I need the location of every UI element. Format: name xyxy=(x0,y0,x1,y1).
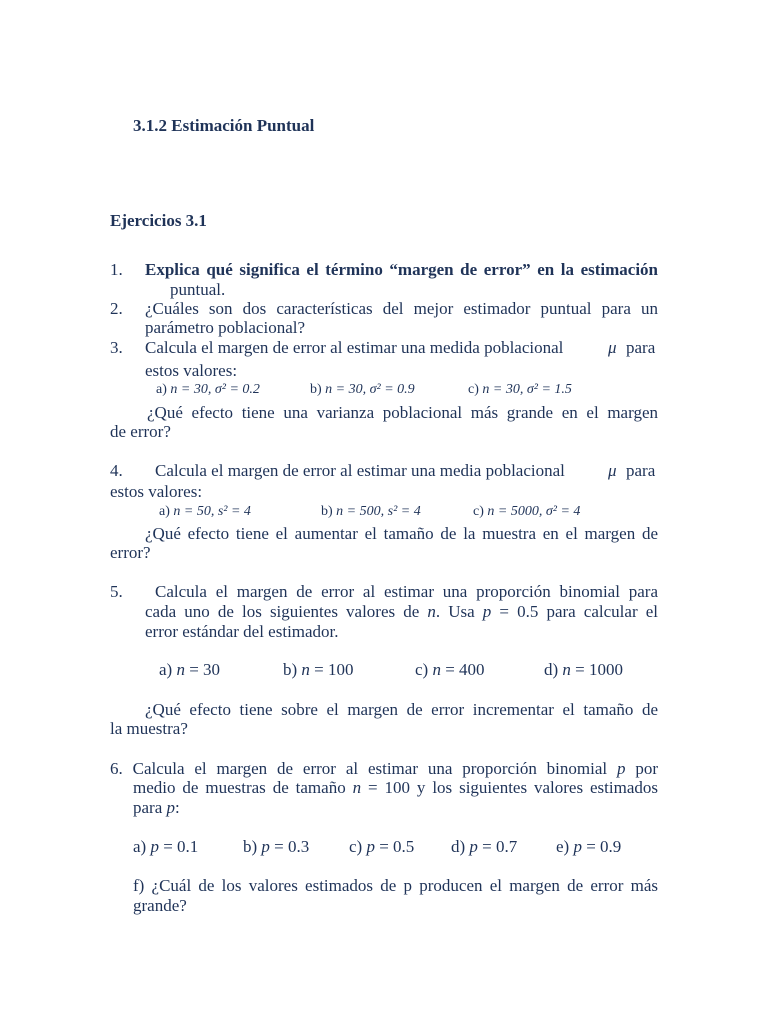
q6-f-line2: grande? xyxy=(133,896,187,915)
q4-follow-up-line2: error? xyxy=(110,543,151,562)
q6-line3 xyxy=(133,798,180,818)
option-label: b) xyxy=(283,660,298,679)
q6-option-b xyxy=(243,837,309,857)
q6-line2-text: = 100 y los siguientes valores estimados xyxy=(361,778,658,797)
q5-line2-text: = 0.5 para calcular el xyxy=(491,602,658,621)
q2-line1: ¿Cuáles son dos características del mejor estimador puntual para un xyxy=(145,299,658,318)
variable-p: p xyxy=(616,759,626,778)
option-label: c) xyxy=(468,382,479,397)
q6-option-e xyxy=(556,837,621,857)
variable-p: p xyxy=(482,602,492,621)
option-expression: n = 5000, σ² = 4 xyxy=(487,504,581,519)
q4-option-b xyxy=(321,502,421,522)
q6-line1-text: por xyxy=(635,759,659,778)
q4-mu-symbol xyxy=(608,461,617,481)
option-label: c) xyxy=(473,504,484,519)
option-expression: n = 50, s² = 4 xyxy=(173,504,251,519)
q6-option-c xyxy=(349,837,414,857)
q5-line2-text: . Usa xyxy=(435,602,483,621)
variable-p: p xyxy=(366,837,375,856)
q3-line2: estos valores: xyxy=(145,361,238,380)
q3-option-a xyxy=(156,380,260,400)
q3-option-c xyxy=(468,380,572,400)
q5-option-c xyxy=(415,660,485,680)
q5-follow-up-line1: ¿Qué efecto tiene sobre el margen de error incrementar el tamaño de xyxy=(145,700,658,719)
option-label: a) xyxy=(156,382,167,397)
q4-option-c xyxy=(473,502,580,522)
q5-option-b xyxy=(283,660,354,680)
option-label: d) xyxy=(451,837,466,856)
q1-line2: puntual. xyxy=(170,280,226,299)
q4-line1 xyxy=(155,461,565,481)
option-label: b) xyxy=(321,504,333,519)
variable-n: n xyxy=(301,660,310,679)
q6-line1-text: 6. Calcula el margen de error al estimar una proporción binomial xyxy=(110,759,608,778)
q5-line2 xyxy=(145,602,658,622)
q3-line1-text: Calcula el margen de error al estimar una medida poblacional xyxy=(145,338,564,357)
option-expression: n = 30, σ² = 1.5 xyxy=(482,382,572,397)
q5-number: 5. xyxy=(110,582,123,601)
q6-line3-text: : xyxy=(175,798,180,817)
option-label: b) xyxy=(310,382,322,397)
option-label: a) xyxy=(159,660,173,679)
q6-option-a xyxy=(133,837,198,857)
variable-n: n xyxy=(427,602,436,621)
q5-follow-up-line2: la muestra? xyxy=(110,719,188,738)
q2-line2: parámetro poblacional? xyxy=(145,318,306,337)
q5-line1: Calcula el margen de error al estimar una proporción binomial para xyxy=(155,582,658,601)
q3-line1 xyxy=(145,338,563,358)
variable-n: n xyxy=(176,660,185,679)
option-value: = 0.3 xyxy=(274,837,310,856)
q3-mu-symbol xyxy=(608,338,617,358)
q4-number: 4. xyxy=(110,461,123,480)
q4-line1-end: para xyxy=(626,461,656,480)
option-value: = 400 xyxy=(445,660,485,679)
q3-follow-up-line1: ¿Qué efecto tiene una varianza poblacional más grande en el margen xyxy=(147,403,658,422)
q5-line2-text: cada uno de los siguientes valores de xyxy=(145,602,428,621)
option-value: = 0.1 xyxy=(163,837,199,856)
q5-option-a xyxy=(159,660,220,680)
q3-option-b xyxy=(310,380,415,400)
option-value: = 100 xyxy=(314,660,354,679)
option-label: d) xyxy=(544,660,559,679)
q3-number: 3. xyxy=(110,338,123,357)
q2-number: 2. xyxy=(110,299,123,318)
q4-follow-up-line1: ¿Qué efecto tiene el aumentar el tamaño de la muestra en el margen de xyxy=(145,524,658,543)
q3-mu: μ xyxy=(608,338,617,357)
q5-line3: error estándar del estimador. xyxy=(145,622,339,641)
variable-p: p xyxy=(150,837,159,856)
q5-option-d xyxy=(544,660,623,680)
q3-follow-up-line2: de error? xyxy=(110,422,171,441)
variable-n: n xyxy=(352,778,362,797)
q4-line1-text: Calcula el margen de error al estimar una media poblacional xyxy=(155,461,565,480)
q6-line2 xyxy=(133,778,658,798)
option-expression: n = 30, σ² = 0.2 xyxy=(170,382,260,397)
section-heading: 3.1.2 Estimación Puntual xyxy=(133,116,315,135)
option-label: a) xyxy=(159,504,170,519)
variable-p: p xyxy=(166,798,176,817)
variable-n: n xyxy=(562,660,571,679)
variable-p: p xyxy=(261,837,270,856)
q6-f-line1: f) ¿Cuál de los valores estimados de p producen el margen de error más xyxy=(133,876,658,895)
q4-mu: μ xyxy=(608,461,617,480)
option-value: = 0.5 xyxy=(379,837,415,856)
q6-line2-text: medio de muestras de tamaño xyxy=(133,778,353,797)
q1-line1: Explica qué significa el término “margen de error” en la estimación xyxy=(145,260,658,279)
exercises-heading: Ejercicios 3.1 xyxy=(110,211,207,230)
variable-p: p xyxy=(469,837,478,856)
option-label: c) xyxy=(349,837,363,856)
q6-line3-text: para xyxy=(133,798,167,817)
q1-number: 1. xyxy=(110,260,123,279)
option-value: = 0.7 xyxy=(482,837,518,856)
option-value: = 30 xyxy=(189,660,221,679)
variable-p: p xyxy=(573,837,582,856)
option-label: a) xyxy=(133,837,147,856)
variable-n: n xyxy=(432,660,441,679)
option-label: e) xyxy=(556,837,570,856)
option-value: = 0.9 xyxy=(586,837,622,856)
q4-option-a xyxy=(159,502,251,522)
q6-option-d xyxy=(451,837,517,857)
option-label: c) xyxy=(415,660,429,679)
option-value: = 1000 xyxy=(575,660,624,679)
option-expression: n = 500, s² = 4 xyxy=(336,504,421,519)
q4-line2: estos valores: xyxy=(110,482,203,501)
option-label: b) xyxy=(243,837,258,856)
q3-line1-end: para xyxy=(626,338,656,357)
option-expression: n = 30, σ² = 0.9 xyxy=(325,382,415,397)
q6-line1 xyxy=(110,759,658,779)
